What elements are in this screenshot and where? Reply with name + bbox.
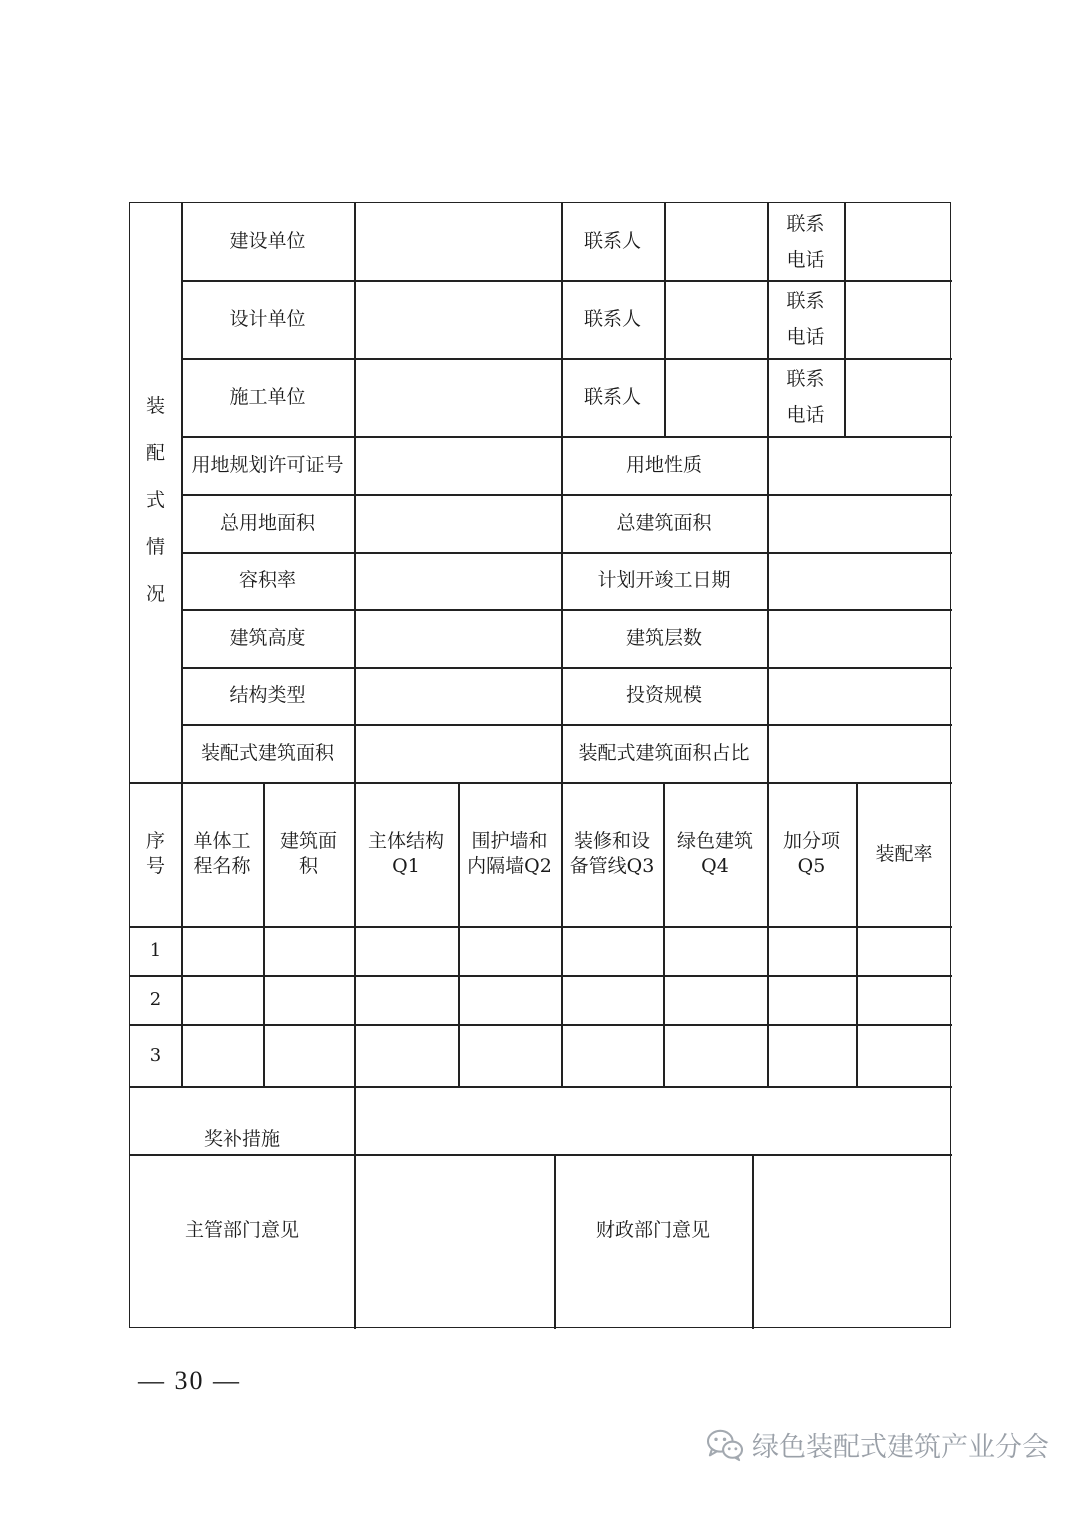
application-form-table: [129, 202, 951, 1328]
info-left-label: 装配式建筑面积: [200, 741, 334, 764]
info-right-label: 装配式建筑面积占比: [578, 741, 750, 764]
header-q5: 加分项 Q5: [782, 830, 840, 877]
section-label-char: 况: [145, 583, 165, 605]
info-left-label: 总用地面积: [219, 511, 315, 534]
builder-unit-input[interactable]: [354, 358, 561, 436]
info-left-input[interactable]: [354, 667, 561, 724]
header-q2: 围护墙和 内隔墙Q2: [467, 830, 552, 877]
wechat-icon: [706, 1428, 744, 1462]
info-right-input[interactable]: [767, 609, 952, 667]
design-unit-label: 设计单位: [229, 307, 306, 330]
watermark-text: 绿色装配式建筑产业分会: [752, 1432, 1049, 1463]
info-left-label: 建筑高度: [229, 626, 306, 649]
builder-contact-input[interactable]: [664, 358, 767, 436]
builder-phone-label: 联系 电话: [786, 368, 825, 426]
finance-opinion-label: 财政部门意见: [595, 1219, 710, 1241]
info-left-label: 容积率: [238, 569, 296, 591]
section-label-char: 情: [145, 536, 165, 558]
reward-measures-input[interactable]: [354, 1086, 952, 1154]
info-left-input[interactable]: [354, 494, 561, 552]
info-left-input[interactable]: [354, 552, 561, 609]
design-phone-label: 联系 电话: [786, 290, 825, 348]
builder-contact-label: 联系人: [583, 385, 641, 408]
design-unit-input[interactable]: [354, 280, 561, 358]
row-number: 1: [149, 940, 162, 961]
section-label-char: 配: [145, 442, 165, 464]
builder-unit-label: 施工单位: [229, 385, 306, 408]
builder-phone-input[interactable]: [844, 358, 952, 436]
authority-opinion-label: 主管部门意见: [184, 1219, 299, 1241]
header-q3: 装修和设 备管线Q3: [569, 830, 655, 877]
info-right-label: 总建筑面积: [616, 511, 712, 534]
construction-contact-input[interactable]: [664, 203, 767, 280]
construction-unit-label: 建设单位: [229, 230, 306, 252]
info-left-label: 用地规划许可证号: [191, 453, 344, 476]
header-q1: 主体结构 Q1: [367, 830, 444, 877]
page-number: — 30 —: [138, 1366, 241, 1395]
header-building-area: 建筑面 积: [279, 830, 337, 877]
info-left-input[interactable]: [354, 609, 561, 667]
info-left-label: 结构类型: [229, 684, 306, 706]
info-right-input[interactable]: [767, 667, 952, 724]
section-label-char: 装: [145, 395, 165, 417]
section-label-char: 式: [145, 489, 165, 511]
section-label-vertical: [130, 383, 181, 618]
construction-phone-input[interactable]: [844, 203, 952, 280]
reward-measures-label: 奖补措施: [203, 1128, 280, 1150]
header-project-name: 单体工 程名称: [193, 830, 251, 877]
info-right-label: 投资规模: [625, 684, 702, 706]
info-right-label: 建筑层数: [625, 626, 702, 649]
info-right-input[interactable]: [767, 436, 952, 494]
info-right-input[interactable]: [767, 724, 952, 782]
header-assembly-rate: 装配率: [875, 842, 933, 865]
row-number: 3: [149, 1044, 162, 1066]
authority-opinion-input[interactable]: [354, 1154, 554, 1329]
info-right-label: 用地性质: [625, 453, 702, 476]
info-left-input[interactable]: [354, 436, 561, 494]
header-serial: 序 号: [145, 830, 165, 877]
header-q4: 绿色建筑 Q4: [676, 830, 753, 877]
construction-phone-label: 联系 电话: [786, 212, 825, 271]
info-right-input[interactable]: [767, 494, 952, 552]
design-contact-input[interactable]: [664, 280, 767, 358]
info-right-label: 计划开竣工日期: [597, 569, 731, 591]
finance-opinion-input[interactable]: [752, 1154, 952, 1329]
watermark: [706, 1425, 1049, 1464]
design-contact-label: 联系人: [583, 307, 641, 330]
info-left-input[interactable]: [354, 724, 561, 782]
construction-contact-label: 联系人: [583, 230, 641, 252]
info-right-input[interactable]: [767, 552, 952, 609]
design-phone-input[interactable]: [844, 280, 952, 358]
row-number: 2: [149, 989, 162, 1010]
construction-unit-input[interactable]: [354, 203, 561, 280]
